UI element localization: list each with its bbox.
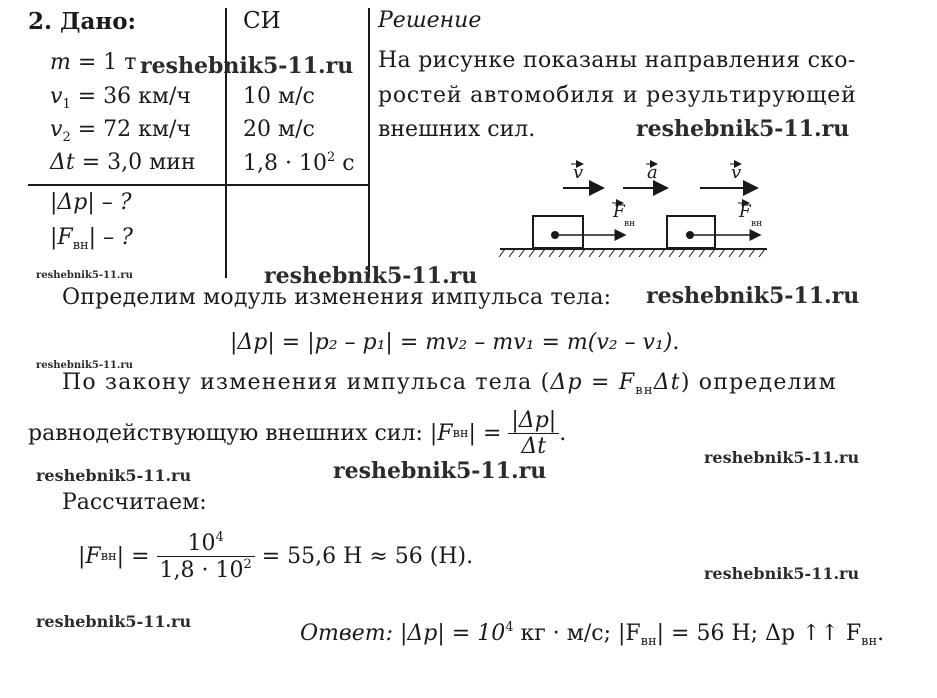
si-title: СИ: [243, 8, 281, 34]
si-solution-divider: [368, 8, 370, 278]
find-f: $|F_{вн}|$ – ?: [50, 225, 133, 253]
solution-line-1: На рисунке показаны направления ско-: [378, 48, 856, 73]
fraction-dp-dt: $\frac{|\Delta p|}{\Delta t}$: [508, 408, 559, 459]
solution-line-3: внешних сил.: [378, 117, 536, 142]
given-si-divider: [225, 8, 227, 278]
si-dt: $1,8 \cdot 10^2$ с: [243, 150, 355, 176]
velocity-label-1: v: [573, 162, 584, 183]
problem-number-and-given-title: [28, 8, 136, 35]
acceleration-label: a: [647, 162, 658, 183]
watermark: reshebnik5-11.ru: [636, 116, 850, 142]
solution-title: Решение: [378, 8, 482, 33]
si-v1: 10 м/с: [243, 84, 315, 109]
given-v1: $v_1 = 36$ км/ч: [50, 84, 191, 112]
fraction-numeric: $\frac{10^4}{1,8 \cdot 10^2}$: [157, 530, 255, 583]
watermark: reshebnik5-11.ru: [140, 53, 354, 79]
paragraph-3: равнодействующую внешних сил: |Fвн| = $\frac{|\Delta p|}{\Delta t}$ .: [28, 408, 567, 459]
paragraph-2: По закону изменения импульса тела $(\Delta p = F_{вн}\Delta t)$ определим: [62, 370, 837, 398]
ground-hatching: [499, 249, 765, 257]
equation-2: |Fвн| = $\frac{10^4}{1,8 \cdot 10^2}$ = 55,6 Н ≈ 56 (Н).: [78, 530, 474, 583]
si-v2: 20 м/с: [243, 117, 315, 142]
given-find-divider: [28, 184, 369, 186]
force-label-2-sub: вн: [751, 219, 763, 229]
watermark: reshebnik5-11.ru: [704, 448, 860, 467]
equation-1: |Δp| = |p₂ – p₁| = mv₂ – mv₁ = m(v₂ – v₁).: [230, 330, 680, 355]
paragraph-4: Рассчитаем:: [62, 490, 207, 515]
watermark: reshebnik5-11.ru: [646, 283, 860, 309]
given-title: Дано:: [60, 8, 137, 35]
watermark: reshebnik5-11.ru: [36, 612, 192, 631]
paragraph-1: Определим модуль изменения импульса тела:: [62, 285, 612, 310]
solution-line-2: ростей автомобиля и результирующей: [378, 83, 857, 108]
find-dp: |Δp| – ?: [50, 190, 132, 215]
problem-number: 2.: [28, 8, 53, 35]
watermark: reshebnik5-11.ru: [36, 270, 133, 281]
watermark: reshebnik5-11.ru: [36, 466, 192, 485]
force-label-1-sub: вн: [624, 219, 636, 229]
car-box-1: [533, 216, 583, 248]
given-m: m = 1 т: [50, 50, 137, 75]
answer: Ответ: $|\Delta p| = 10^4$ кг · м/с; $|F_{вн}| = 56$ Н; Δp ↑↑ $F_{вн}$.: [300, 620, 885, 649]
force-label-1: F: [613, 202, 625, 222]
given-dt: Δt = 3,0 мин: [50, 150, 196, 175]
watermark: reshebnik5-11.ru: [36, 360, 133, 371]
watermark: reshebnik5-11.ru: [264, 263, 478, 289]
force-label-2: F: [739, 202, 751, 222]
watermark: reshebnik5-11.ru: [333, 458, 547, 484]
given-v2: $v_2 = 72$ км/ч: [50, 117, 191, 145]
motion-figure: [495, 160, 795, 270]
watermark: reshebnik5-11.ru: [704, 564, 860, 583]
velocity-label-2: v: [731, 162, 742, 183]
